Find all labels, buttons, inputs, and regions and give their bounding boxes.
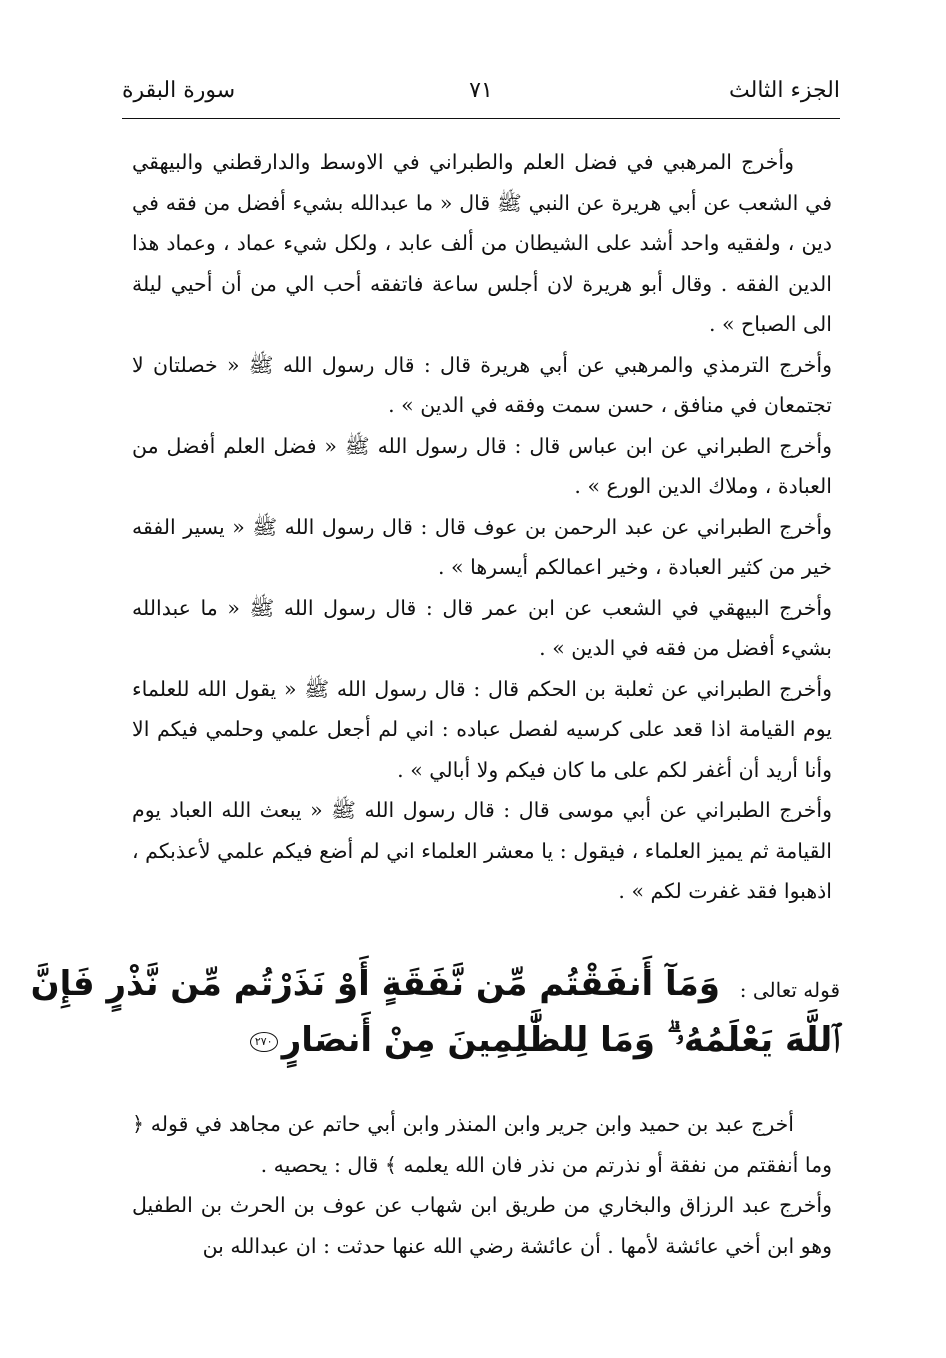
paragraph: وأخرج الترمذي والمرهبي عن أبي هريرة قال : قال رسول الله ﷺ « خصلتان لا تجتمعان في منافق ، حسن سمت وفقه في الدين » .: [132, 352, 832, 417]
verse-intro: قوله تعالى :: [739, 978, 840, 1002]
verse-line-2: [250, 1020, 840, 1060]
paragraph: وأخرج البيهقي في الشعب عن ابن عمر قال : قال رسول الله ﷺ « ما عبدالله بشيء أفضل من فقه في الدين » .: [132, 595, 832, 660]
volume-label: الجزء الثالث: [729, 78, 840, 103]
paragraph: وأخرج الطبراني عن ثعلبة بن الحكم قال : قال رسول الله ﷺ « يقول الله للعلماء يوم القيامة اذا قعد على كرسيه لفصل عباده : اني لم أجعل علمي وحلمي فيكم الا وأنا أريد أن أغفر لكم على ما كان فيكم ولا أبالي » .: [132, 676, 832, 782]
paragraph: وأخرج المرهبي في فضل العلم والطبراني في الاوسط والدارقطني والبيهقي في الشعب عن أبي هريرة عن النبي ﷺ قال « ما عبدالله بشيء أفضل من فقه في دين ، ولفقيه واحد أشد على الشيطان من ألف عابد ، ولكل شيء عماد ، وعماد هذا الدين الفقه . وقال أبو هريرة لان أجلس ساعة فاتفقه أحب الي من أن أحيي ليلة الى الصباح » .: [132, 150, 832, 336]
paragraph: وأخرج الطبراني عن عبد الرحمن بن عوف قال : قال رسول الله ﷺ « يسير الفقه خير من كثير العبادة ، وخير اعمالكم أيسرها » .: [132, 514, 832, 579]
page-header: [122, 72, 840, 119]
main-text: [132, 142, 832, 912]
commentary-text: [132, 1104, 832, 1266]
verse-line-1: وَمَآ أَنفَقْتُم مِّن نَّفَقَةٍ أَوْ نَذَرْتُم مِّن نَّذْرٍ فَإِنَّ: [30, 964, 720, 1004]
paragraph: وأخرج الطبراني عن ابن عباس قال : قال رسول الله ﷺ « فضل العلم أفضل من العبادة ، وملاك الدين الورع » .: [132, 433, 832, 498]
surah-label: سورة البقرة: [122, 78, 236, 103]
quran-verse-block: [30, 960, 840, 1070]
paragraph: وأخرج الطبراني عن أبي موسى قال : قال رسول الله ﷺ « يبعث الله العباد يوم القيامة ثم يميز العلماء ، فيقول : يا معشر العلماء اني لم أضع فيكم علمي لأعذبكم ، اذهبوا فقد غفرت لكم » .: [132, 798, 832, 903]
paragraph: أخرج عبد بن حميد وابن جرير وابن المنذر وابن أبي حاتم عن مجاهد في قوله ﴿ وما أنفقتم من نفقة أو نذرتم من نذر فان الله يعلمه ﴾ قال : يحصيه .: [132, 1112, 832, 1177]
paragraph: وأخرج عبد الرزاق والبخاري من طريق ابن شهاب عن عوف بن الحرث بن الطفيل وهو ابن أخي عائشة لأمها . أن عائشة رضي الله عنها حدثت : ان عبدالله بن: [132, 1193, 832, 1258]
ayah-number-mark: ٢٧٠: [250, 1032, 278, 1052]
verse-line-2-text: ٱللَّهَ يَعْلَمُهُۥ ۗ وَمَا لِلظَّٰلِمِينَ مِنْ أَنصَارٍ: [281, 1020, 840, 1060]
page-number: ٧١: [469, 78, 493, 103]
